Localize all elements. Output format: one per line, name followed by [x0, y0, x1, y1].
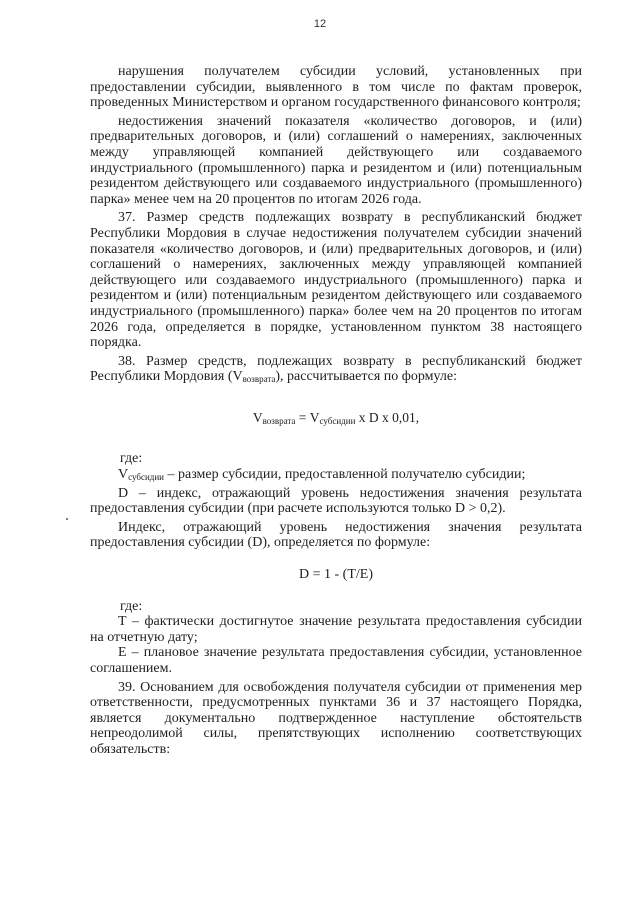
scan-speck: [66, 518, 68, 520]
formula-tail: x D x 0,01,: [355, 409, 420, 425]
definition-e: E – плановое значение результата предоставления субсидии, установленное соглашением.: [90, 645, 582, 676]
paragraph-violation: нарушения получателем субсидии условий, установленных при предоставлении субсидии, выявленного в том числе по фактам проверок, проведенных Министерством и органом государственного финансового контроля;: [90, 64, 582, 111]
paragraph-38-end: ), рассчитывается по формуле:: [275, 369, 457, 385]
paragraph-non-achievement: недостижения значений показателя «количество договоров, и (или) предварительных договоров, и (или) соглашений о намерениях, заключенных между управляющей компанией действующего или создаваемого индустриального (промышленного) парка и резидентом и (или) потенциальным резидентом действующего или создаваемого индустриального (промышленного) парка» менее чем на 20 процентов по итогам 2026 года.: [90, 113, 582, 207]
definition-v-symbol: V: [118, 467, 129, 483]
paragraph-38-subscript: возврата: [242, 374, 276, 385]
formula-sub-subsidy: субсидии: [319, 415, 356, 426]
definition-t: T – фактически достигнутое значение результата предоставления субсидии на отчетную дату;: [90, 614, 582, 645]
definition-v-text: – размер субсидии, предоставленной получателю субсидии;: [163, 467, 526, 483]
page-number: 12: [313, 18, 327, 30]
where-label-2: где:: [120, 598, 143, 614]
paragraph-37: 37. Размер средств подлежащих возврату в республиканский бюджет Республики Мордовия в случае недостижения получателем субсидии значений показателя «количество договоров, и (или) предварительных договоров, и (или) соглашений о намерениях, заключенных между управляющей компанией действующего или создаваемого индустриального (промышленного) парка и резидентом и (или) потенциальным резидентом действующего или создаваемого индустриального (промышленного) парка» более чем на 20 процентов по итогам 2026 года, определяется в порядке, установленном пунктом 38 настоящего порядка.: [90, 210, 582, 351]
paragraph-index: Индекс, отражающий уровень недостижения значения результата предоставления субсидии (D), определяется по формуле:: [90, 519, 582, 551]
definition-v-subsidy: [90, 467, 582, 486]
formula-sub-refund: возврата: [262, 415, 296, 426]
formula-refund: [90, 410, 582, 430]
document-body: [90, 64, 582, 758]
paragraph-39: 39. Основанием для освобождения получателя субсидии от применения мер ответственности, предусмотренных пунктами 36 и 37 настоящего Порядка, является документально подтвержденное наступление обстоятельств непреодолимой силы, препятствующих исполнению соответствующих обязательств:: [90, 679, 582, 757]
where-label-1: где:: [120, 451, 143, 467]
paragraph-38-start: 38. Размер средств, подлежащих возврату в республиканский бюджет Республики Мордовия (V: [90, 353, 582, 385]
definition-v-subscript: субсидии: [128, 472, 164, 483]
paragraph-38: [90, 354, 582, 388]
definition-d: D – индекс, отражающий уровень недостижения значения результата предоставления субсидии (при расчете используются только D > 0,2).: [90, 485, 582, 517]
formula-v-subsidy: = V: [295, 409, 320, 425]
formula-index: D = 1 - (T/E): [299, 567, 373, 583]
formula-v-refund: V: [252, 409, 263, 425]
